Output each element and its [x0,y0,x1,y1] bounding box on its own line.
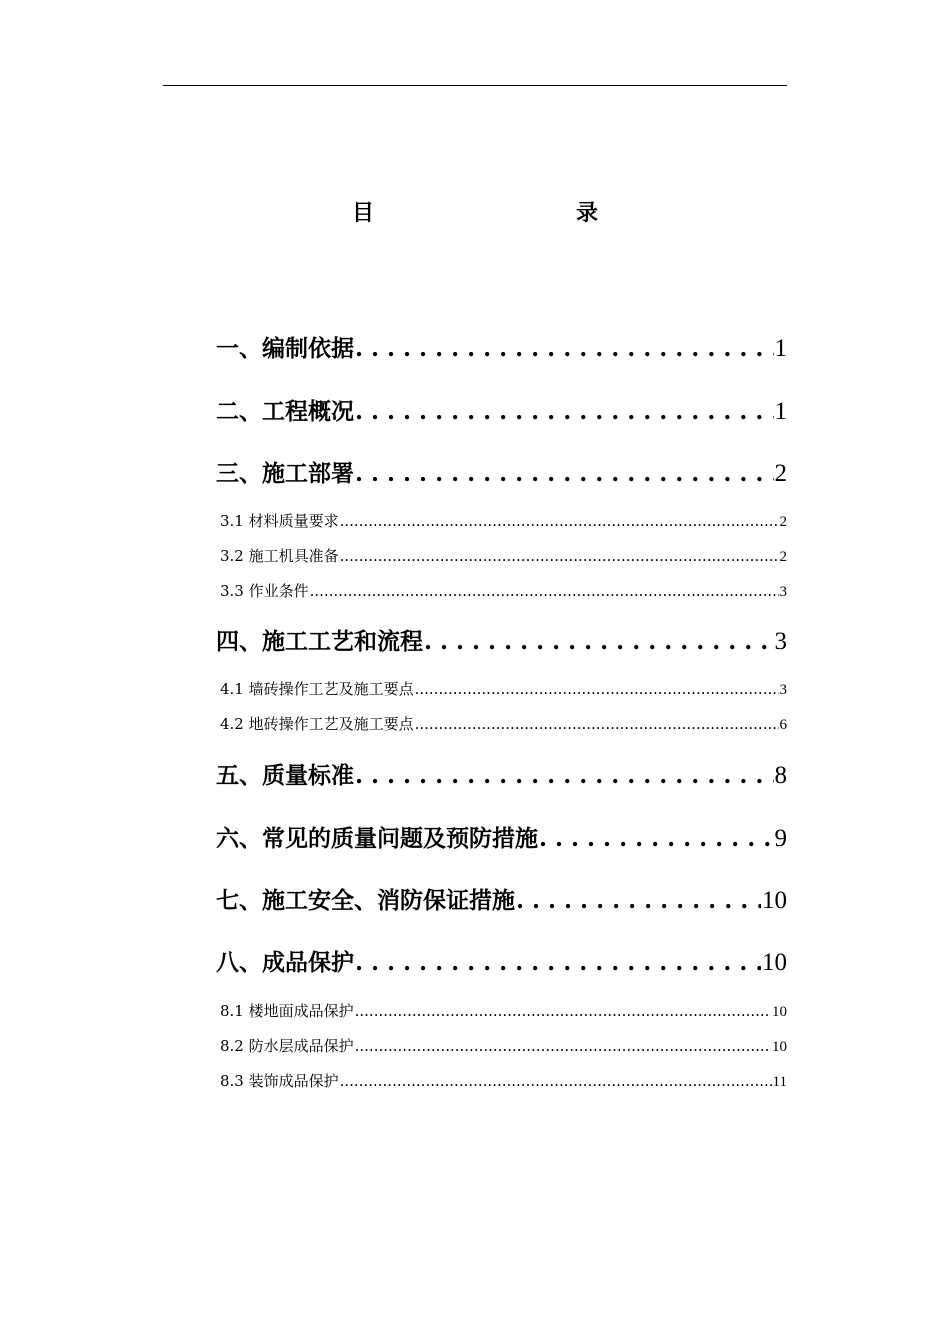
toc-entry-page: 3 [779,584,787,600]
toc-leader [355,1037,771,1055]
toc-entry-label: 8.3 装饰成品保护 [220,1072,339,1090]
toc-leader [355,762,774,789]
toc-leader [355,460,774,487]
toc-subentry[interactable] [220,1070,787,1091]
toc-subentry[interactable] [220,678,787,699]
toc-leader [355,398,774,425]
toc-leader [340,512,779,530]
toc-entry-page: 10 [762,887,787,914]
toc-entry-page: 1 [774,335,787,362]
toc-subentry[interactable] [220,510,787,531]
toc-entry-label: 五、质量标准 [216,762,354,789]
toc-entry-page: 11 [772,1074,787,1090]
toc-subentry[interactable] [220,580,787,601]
toc-entry-page: 9 [774,825,787,852]
toc-entry-label: 二、工程概况 [216,398,354,425]
toc-entry[interactable] [216,393,787,426]
header-rule [163,85,787,86]
toc-entry-page: 3 [774,628,787,655]
toc-leader [355,335,774,362]
toc-entry-page: 10 [772,1004,787,1020]
toc-entry-page: 6 [779,717,787,733]
toc-leader [539,825,774,852]
toc-entry-page: 10 [762,949,787,976]
toc-entry-label: 3.1 材料质量要求 [220,512,339,530]
toc-entry-page: 8 [774,762,787,789]
toc-title: 目 录 [351,200,688,226]
toc-leader [340,1072,772,1090]
toc-entry-label: 8.2 防水层成品保护 [220,1037,354,1055]
toc-subentry[interactable] [220,1000,787,1021]
toc-entry-page: 2 [779,514,787,530]
toc-entry-label: 六、常见的质量问题及预防措施 [216,825,538,852]
toc-entry[interactable] [216,820,787,853]
toc-entry-page: 10 [772,1039,787,1055]
toc-entry-label: 一、编制依据 [216,335,354,362]
toc-leader [310,582,779,600]
toc-entry-label: 8.1 楼地面成品保护 [220,1002,354,1020]
toc-entry-label: 3.2 施工机具准备 [220,547,339,565]
toc-entry-label: 三、施工部署 [216,460,354,487]
toc-entry-page: 1 [774,398,787,425]
toc-entry-label: 七、施工安全、消防保证措施 [216,887,515,914]
toc-leader [516,887,761,914]
toc-leader [415,715,779,733]
toc-entry-page: 3 [779,682,787,698]
toc-entry-label: 4.2 地砖操作工艺及施工要点 [220,715,414,733]
toc-entry-label: 四、施工工艺和流程 [216,628,423,655]
toc-subentry[interactable] [220,545,787,566]
toc-leader [355,949,761,976]
toc-subentry[interactable] [220,713,787,734]
toc-leader [340,547,779,565]
toc-entry-label: 4.1 墙砖操作工艺及施工要点 [220,680,414,698]
toc-leader [355,1002,771,1020]
toc-entry-label: 八、成品保护 [216,949,354,976]
toc-entry[interactable] [216,455,787,488]
toc-entry-label: 3.3 作业条件 [220,582,309,600]
toc-entry[interactable] [216,882,787,915]
toc-entry-page: 2 [774,460,787,487]
toc-entry[interactable] [216,330,787,363]
toc-entry[interactable] [216,757,787,790]
toc-subentry[interactable] [220,1035,787,1056]
toc-leader [415,680,779,698]
toc-entry-page: 2 [779,549,787,565]
toc-leader [424,628,774,655]
toc-entry[interactable] [216,944,787,977]
toc-entry[interactable] [216,623,787,656]
